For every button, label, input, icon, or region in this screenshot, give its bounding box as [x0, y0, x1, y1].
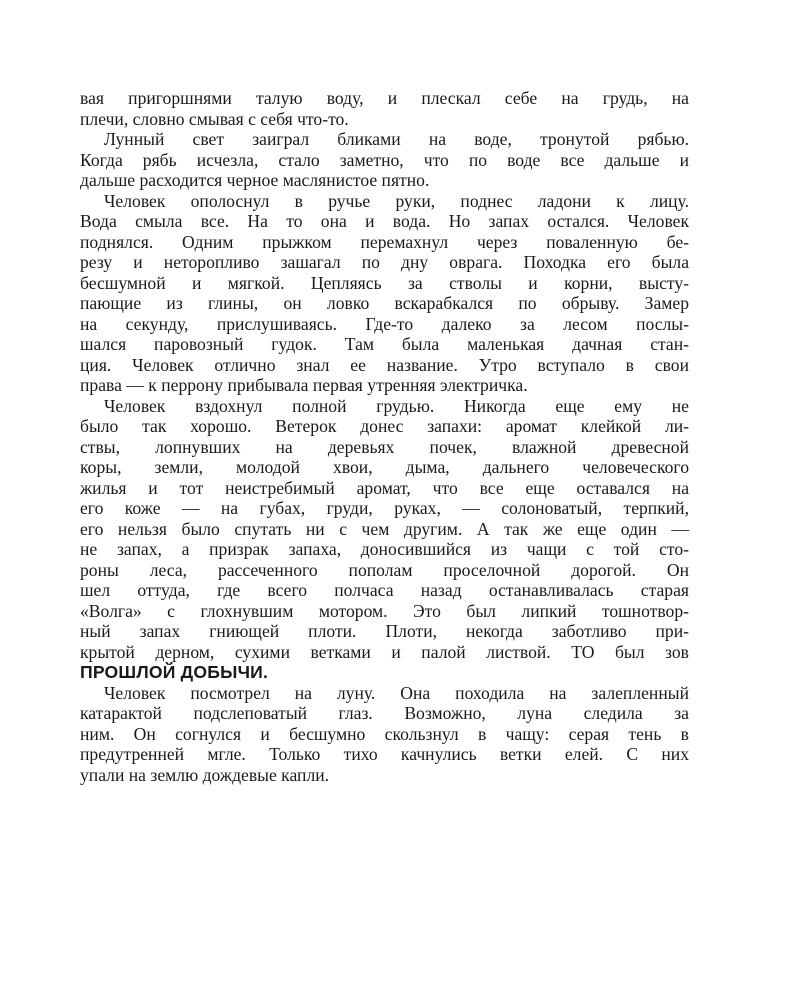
paragraph-4: [80, 396, 689, 683]
text-line: «Волга» с глохнувшим мотором. Это был липкий тошнотвор-: [80, 600, 689, 621]
text-line: Вода смыла все. На то она и вода. Но запах остался. Человек: [80, 211, 689, 231]
text-line: было так хорошо. Ветерок донес запахи: аромат клейкой ли-: [80, 416, 689, 436]
text-line: упали на землю дождевые капли.: [80, 764, 330, 785]
text-line: роны леса, рассеченного пополам проселочной дорогой. Он: [80, 559, 689, 580]
text-line: предутренней мгле. Только тихо качнулись ветки елей. С них: [80, 744, 689, 764]
text-line: не запах, а призрак запаха, доносившийся из чащи с той сто-: [80, 539, 689, 559]
text-line: крытой дерном, сухими ветками и палой листвой. ТО был зов: [80, 641, 689, 662]
text-line: его коже — на губах, груди, руках, — солоноватый, терпкий,: [80, 498, 689, 518]
text-line: шел оттуда, где всего полчаса назад останавливалась старая: [80, 580, 689, 600]
text-line: ствы, лопнувших на деревьях почек, влажной древесной: [80, 436, 689, 457]
text-line: жилья и тот неистребимый аромат, что все еще оставался на: [80, 477, 689, 498]
text-line: Человек вздохнул полной грудью. Никогда еще ему не: [104, 395, 689, 416]
paragraph-3: [80, 191, 689, 396]
text-line: Лунный свет заиграл бликами на воде, тронутой рябью.: [104, 129, 689, 149]
text-line: резу и неторопливо зашагал по дну оврага. Походка его была: [80, 252, 689, 272]
text-line: шался паровозный гудок. Там была маленькая дачная стан-: [80, 334, 689, 354]
paragraph-1: [80, 88, 689, 129]
text-line: Когда рябь исчезла, стало заметно, что по воде все дальше и: [80, 149, 689, 170]
paragraph-5: [80, 683, 689, 786]
text-line: его нельзя было спутать ни с чем другим. А так же еще один —: [80, 518, 689, 539]
text-line: ный запах гниющей плоти. Плоти, некогда заботливо при-: [80, 621, 689, 641]
book-page: [80, 88, 689, 785]
text-line: Человек посмотрел на луну. Она походила на залепленный: [104, 682, 689, 703]
text-line: пающие из глины, он ловко вскарабкался по обрыву. Замер: [80, 293, 689, 313]
text-line: Человек ополоснул в ручье руки, поднес ладони к лицу.: [104, 190, 689, 211]
text-line: вая пригоршнями талую воду, и плескал себе на грудь, на: [80, 88, 689, 108]
text-line: ним. Он согнулся и бесшумно скользнул в чащу: серая тень в: [80, 723, 689, 744]
text-line: на секунду, прислушиваясь. Где-то далеко за лесом послы-: [80, 313, 689, 334]
paragraph-2: [80, 129, 689, 191]
text-line: ция. Человек отлично знал ее название. Утро вступало в свои: [80, 354, 689, 375]
text-line: бесшумной и мягкой. Цепляясь за стволы и корни, высту-: [80, 272, 689, 293]
text-line: права — к перрону прибывала первая утренняя электричка.: [80, 375, 528, 395]
text-line: коры, земли, молодой хвои, дыма, дальнего человеческого: [80, 457, 689, 477]
emphasis-line: ПРОШЛОЙ ДОБЫЧИ.: [80, 662, 269, 682]
text-line: поднялся. Одним прыжком перемахнул через поваленную бе-: [80, 231, 689, 252]
text-line: дальше расходится черное маслянистое пятно.: [80, 170, 430, 190]
text-line: катарактой подслеповатый глаз. Возможно, луна следила за: [80, 703, 689, 723]
text-line: плечи, словно смывая с себя что-то.: [80, 108, 349, 129]
